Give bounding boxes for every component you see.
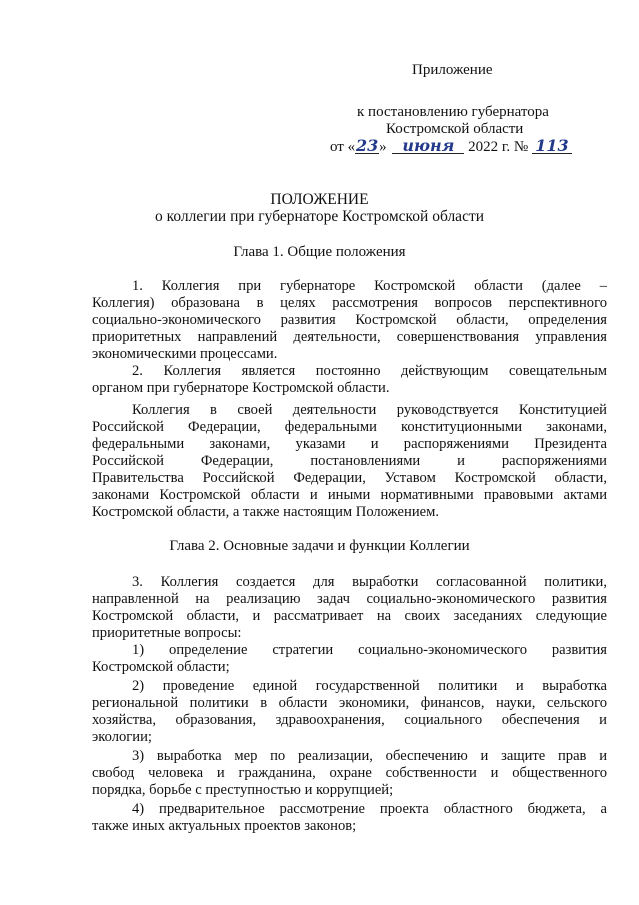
document-title: ПОЛОЖЕНИЕ	[270, 191, 369, 208]
paragraph-line: Костромской области, и рассматривает на своих заседаниях следующие	[92, 608, 607, 624]
paragraph-line: порядка, борьбе с преступностью и коррупцией;	[92, 782, 394, 798]
paragraph-line: 2. Коллегия является постоянно действующим совещательным	[132, 363, 607, 379]
paragraph-line: Коллегия в своей деятельности руководствуется Конституцией	[132, 402, 607, 418]
handwritten-month: июня	[392, 138, 464, 154]
paragraph-line: федеральными законами, указами и распоряжениями Президента	[92, 436, 607, 452]
handwritten-day: 23	[355, 136, 379, 155]
paragraph-line: 1. Коллегия при губернаторе Костромской области (далее –	[132, 278, 607, 294]
chapter-1-heading: Глава 1. Общие положения	[233, 244, 406, 260]
paragraph-line: 2) проведение единой государственной политики и выработка	[132, 678, 607, 694]
paragraph-line: 4) предварительное рассмотрение проекта областного бюджета, а	[132, 801, 607, 817]
paragraph-line: органом при губернаторе Костромской области.	[92, 380, 390, 396]
paragraph-line: приоритетных направлений деятельности, совершенствования управления	[92, 329, 607, 345]
paragraph-line: региональной политики в области экономики, финансов, науки, сельского	[92, 695, 607, 711]
date-prefix: от «	[330, 139, 356, 155]
paragraph-line: Правительства Российской Федерации, Уставом Костромской области,	[92, 470, 607, 486]
decree-reference-line2: Костромской области	[386, 121, 524, 137]
decree-date-line	[330, 138, 572, 156]
paragraph-line: социально-экономического развития Костромской области, определения	[92, 312, 607, 328]
paragraph-line: Коллегия) образована в целях рассмотрения вопросов перспективного	[92, 295, 607, 311]
paragraph-line: законами Костромской области и иными нормативными правовыми актами	[92, 487, 607, 503]
paragraph-line: направленной на реализацию задач социально-экономического развития	[92, 591, 607, 607]
paragraph-line: хозяйства, образования, здравоохранения, социального обеспечения и	[92, 712, 607, 728]
date-year: 2022 г. №	[468, 139, 529, 155]
paragraph-line: Российской Федерации, постановлениями и распоряжениями	[92, 453, 607, 469]
paragraph-line: 3) выработка мер по реализации, обеспечению и защите прав и	[132, 748, 607, 764]
paragraph-line: экономическими процессами.	[92, 346, 278, 362]
paragraph-line: также иных актуальных проектов законов;	[92, 818, 357, 834]
paragraph-line: 3. Коллегия создается для выработки согласованной политики,	[132, 574, 607, 590]
appendix-label: Приложение	[412, 62, 493, 78]
paragraph-line: Костромской области, а также настоящим Положением.	[92, 504, 439, 520]
handwritten-number: 113	[532, 138, 572, 154]
paragraph-line: Костромской области;	[92, 659, 230, 675]
paragraph-line: 1) определение стратегии социально-экономического развития	[132, 642, 607, 658]
paragraph-line: экологии;	[92, 729, 152, 745]
document-subtitle: о коллегии при губернаторе Костромской области	[154, 208, 485, 225]
decree-reference-line1: к постановлению губернатора	[357, 104, 549, 120]
date-mid: »	[379, 139, 387, 155]
paragraph-line: приоритетные вопросы:	[92, 625, 242, 641]
paragraph-line: свобод человека и гражданина, охране собственности и общественного	[92, 765, 607, 781]
paragraph-line: Российской Федерации, федеральными конституционными законами,	[92, 419, 607, 435]
chapter-2-heading: Глава 2. Основные задачи и функции Коллегии	[169, 538, 470, 554]
